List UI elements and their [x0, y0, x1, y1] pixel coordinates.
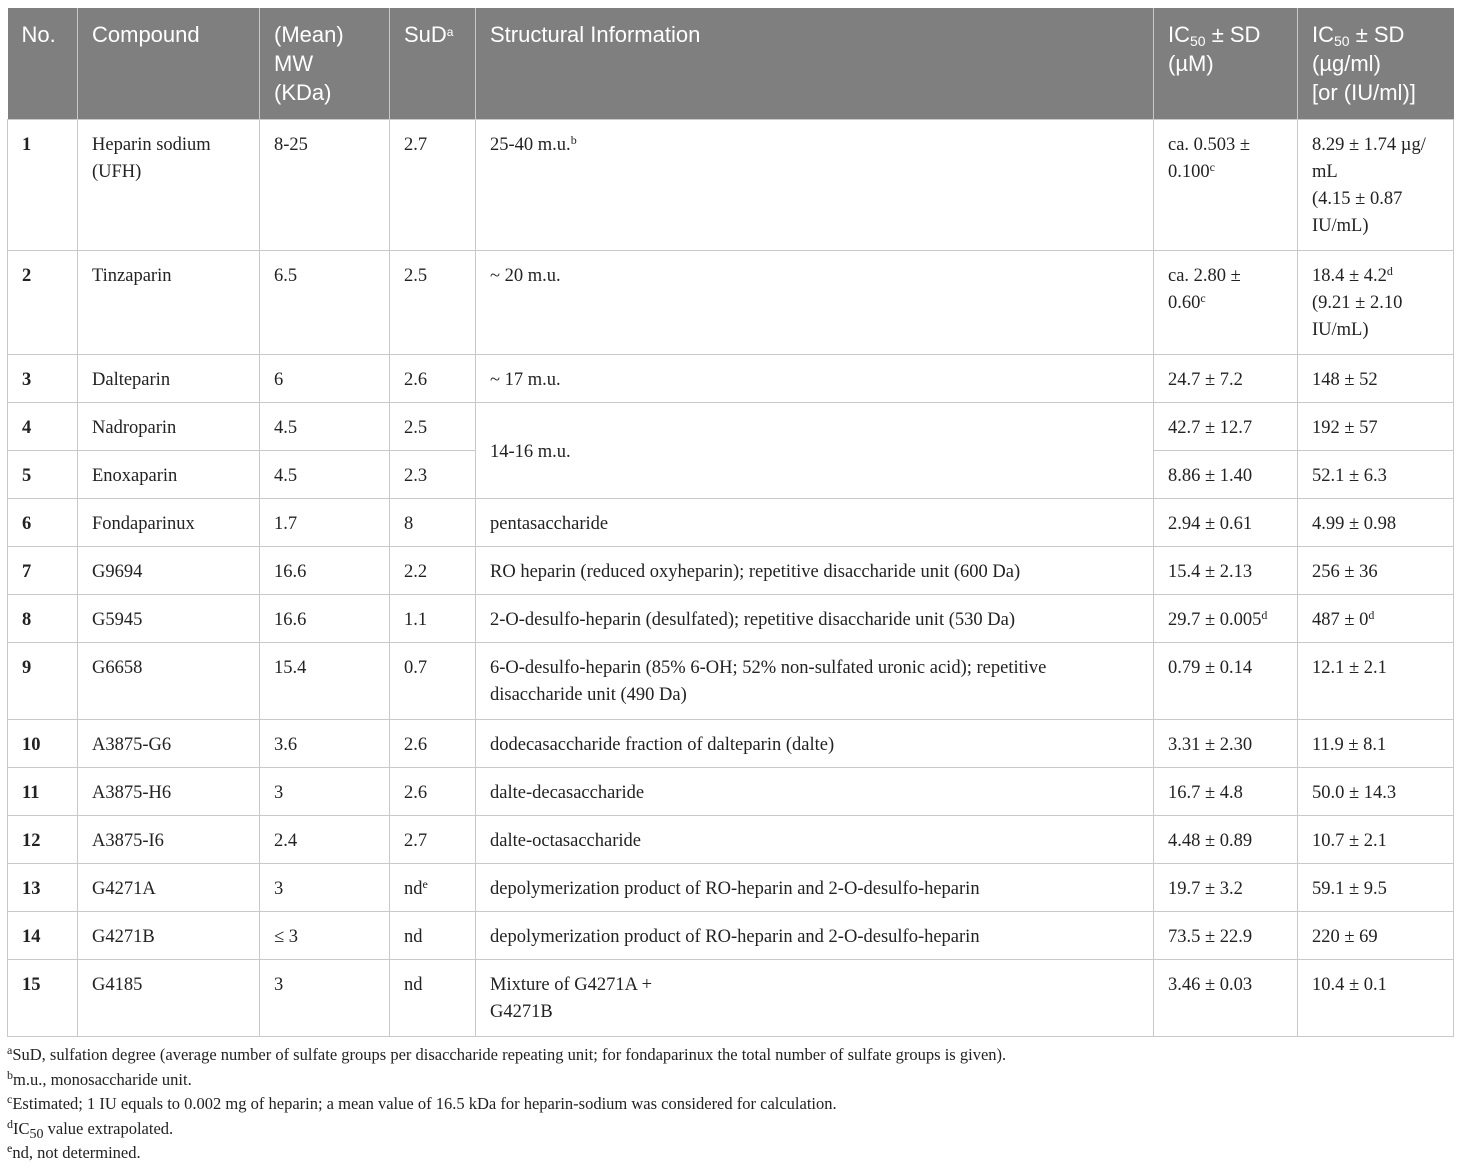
- cell-ic50-um: 8.86 ± 1.40: [1154, 451, 1298, 499]
- table-row: [8, 120, 1454, 251]
- cell-structural-information: 14-16 m.u.: [476, 403, 1154, 499]
- cell-no: 15: [8, 960, 78, 1037]
- cell-sud: 8: [390, 499, 476, 547]
- cell-structural-information: depolymerization product of RO-heparin and 2-O-desulfo-heparin: [476, 864, 1154, 912]
- cell-mw: 3: [260, 864, 390, 912]
- cell-compound: Tinzaparin: [78, 251, 260, 355]
- cell-compound: A3875-I6: [78, 816, 260, 864]
- cell-compound: G5945: [78, 595, 260, 643]
- header-structural-information: Structural Information: [476, 8, 1154, 120]
- cell-compound: G6658: [78, 643, 260, 720]
- cell-structural-information: dalte-decasaccharide: [476, 768, 1154, 816]
- cell-structural-information: depolymerization product of RO-heparin and 2-O-desulfo-heparin: [476, 912, 1154, 960]
- cell-no: 10: [8, 720, 78, 768]
- cell-no: 5: [8, 451, 78, 499]
- cell-ic50-ugml: 59.1 ± 9.5: [1298, 864, 1454, 912]
- cell-compound: A3875-G6: [78, 720, 260, 768]
- table-row: [8, 251, 1454, 355]
- cell-sud: 0.7: [390, 643, 476, 720]
- cell-mw: 1.7: [260, 499, 390, 547]
- cell-ic50-um: 15.4 ± 2.13: [1154, 547, 1298, 595]
- cell-compound: Fondaparinux: [78, 499, 260, 547]
- cell-no: 3: [8, 355, 78, 403]
- cell-structural-information: Mixture of G4271A + G4271B: [476, 960, 1154, 1037]
- table-row: [8, 499, 1454, 547]
- cell-structural-information: ~ 20 m.u.: [476, 251, 1154, 355]
- cell-sud: 2.5: [390, 403, 476, 451]
- cell-sud: 2.3: [390, 451, 476, 499]
- table-row: [8, 355, 1454, 403]
- cell-ic50-ugml: 256 ± 36: [1298, 547, 1454, 595]
- cell-ic50-um: 3.46 ± 0.03: [1154, 960, 1298, 1037]
- cell-no: 1: [8, 120, 78, 251]
- cell-sud: nd: [390, 912, 476, 960]
- cell-mw: 15.4: [260, 643, 390, 720]
- cell-mw: 3: [260, 960, 390, 1037]
- cell-structural-information: ~ 17 m.u.: [476, 355, 1154, 403]
- cell-sud: 2.7: [390, 120, 476, 251]
- cell-no: 11: [8, 768, 78, 816]
- header-sud: SuD$^a$: [390, 8, 476, 120]
- cell-mw: ≤ 3: [260, 912, 390, 960]
- cell-ic50-ugml: 11.9 ± 8.1: [1298, 720, 1454, 768]
- cell-no: 8: [8, 595, 78, 643]
- table-body: [8, 120, 1454, 1037]
- cell-compound: Heparin sodium (UFH): [78, 120, 260, 251]
- cell-ic50-ugml: 192 ± 57: [1298, 403, 1454, 451]
- cell-structural-information: dodecasaccharide fraction of dalteparin (dalte): [476, 720, 1154, 768]
- cell-ic50-um: 16.7 ± 4.8: [1154, 768, 1298, 816]
- footnote: $^a$SuD, sulfation degree (average number of sulfate groups per disaccharide repeating unit; for fondaparinux the total number of sulfate groups is given).: [7, 1043, 1007, 1064]
- cell-structural-information: dalte-octasaccharide: [476, 816, 1154, 864]
- cell-ic50-ugml: 12.1 ± 2.1: [1298, 643, 1454, 720]
- cell-sud: 2.5: [390, 251, 476, 355]
- table-row: [8, 720, 1454, 768]
- cell-no: 4: [8, 403, 78, 451]
- table-row: [8, 912, 1454, 960]
- cell-no: 6: [8, 499, 78, 547]
- cell-ic50-ugml: 8.29 ± 1.74 µg/ mL (4.15 ± 0.87 IU/mL): [1298, 120, 1454, 251]
- cell-compound: A3875-H6: [78, 768, 260, 816]
- footnote: $^e$nd, not determined.: [7, 1141, 141, 1162]
- cell-ic50-ugml: 148 ± 52: [1298, 355, 1454, 403]
- cell-mw: 4.5: [260, 403, 390, 451]
- cell-sud: 2.6: [390, 355, 476, 403]
- cell-ic50-um: 4.48 ± 0.89: [1154, 816, 1298, 864]
- cell-ic50-um: 29.7 ± 0.005$^d$: [1154, 595, 1298, 643]
- table-row: [8, 816, 1454, 864]
- header-compound: Compound: [78, 8, 260, 120]
- cell-mw: 16.6: [260, 595, 390, 643]
- cell-sud: 2.6: [390, 768, 476, 816]
- cell-ic50-um: 0.79 ± 0.14: [1154, 643, 1298, 720]
- cell-compound: G4185: [78, 960, 260, 1037]
- cell-sud: nd: [390, 960, 476, 1037]
- cell-ic50-ugml: 4.99 ± 0.98: [1298, 499, 1454, 547]
- cell-compound: G9694: [78, 547, 260, 595]
- cell-no: 14: [8, 912, 78, 960]
- cell-ic50-um: 2.94 ± 0.61: [1154, 499, 1298, 547]
- cell-mw: 4.5: [260, 451, 390, 499]
- cell-ic50-um: ca. 0.503 ± 0.100$^c$: [1154, 120, 1298, 251]
- cell-sud: 2.6: [390, 720, 476, 768]
- cell-no: 13: [8, 864, 78, 912]
- footnote: $^dIC_{50}$ value extrapolated.: [7, 1116, 174, 1142]
- header-mw: (Mean) MW (KDa): [260, 8, 390, 120]
- cell-structural-information: RO heparin (reduced oxyheparin); repetitive disaccharide unit (600 Da): [476, 547, 1154, 595]
- cell-mw: 6.5: [260, 251, 390, 355]
- compound-table: [7, 8, 1454, 1037]
- table-row: [8, 403, 1454, 451]
- table-row: [8, 960, 1454, 1037]
- cell-ic50-ugml: 220 ± 69: [1298, 912, 1454, 960]
- cell-no: 9: [8, 643, 78, 720]
- cell-sud: $nd^e$: [390, 864, 476, 912]
- cell-ic50-ugml: 10.7 ± 2.1: [1298, 816, 1454, 864]
- cell-compound: Nadroparin: [78, 403, 260, 451]
- header-no: No.: [8, 8, 78, 120]
- cell-structural-information: 2-O-desulfo-heparin (desulfated); repetitive disaccharide unit (530 Da): [476, 595, 1154, 643]
- cell-mw: 6: [260, 355, 390, 403]
- cell-ic50-ugml: 18.4 ± 4.2$^d$ (9.21 ± 2.10 IU/mL): [1298, 251, 1454, 355]
- cell-ic50-ugml: 50.0 ± 14.3: [1298, 768, 1454, 816]
- cell-ic50-ugml: $487 \pm 0^d$: [1298, 595, 1454, 643]
- cell-structural-information: 25-40 m.u.$^b$: [476, 120, 1154, 251]
- cell-mw: 8-25: [260, 120, 390, 251]
- cell-mw: 2.4: [260, 816, 390, 864]
- cell-compound: Dalteparin: [78, 355, 260, 403]
- cell-sud: 1.1: [390, 595, 476, 643]
- cell-structural-information: 6-O-desulfo-heparin (85% 6-OH; 52% non-sulfated uronic acid); repetitive disaccharide unit (490 Da): [476, 643, 1154, 720]
- cell-ic50-um: 19.7 ± 3.2: [1154, 864, 1298, 912]
- cell-no: 12: [8, 816, 78, 864]
- table-row: [8, 643, 1454, 720]
- cell-mw: 3: [260, 768, 390, 816]
- cell-mw: 16.6: [260, 547, 390, 595]
- cell-compound: Enoxaparin: [78, 451, 260, 499]
- cell-no: 7: [8, 547, 78, 595]
- footnote: $^b$m.u., monosaccharide unit.: [7, 1067, 192, 1089]
- footnote: $^c$Estimated; 1 IU equals to 0.002 mg of heparin; a mean value of 16.5 kDa for heparin-sodium was considered for calculation.: [7, 1092, 837, 1113]
- cell-ic50-um: 42.7 ± 12.7: [1154, 403, 1298, 451]
- cell-sud: 2.2: [390, 547, 476, 595]
- table-footnotes: [7, 1043, 1453, 1166]
- cell-compound: G4271A: [78, 864, 260, 912]
- cell-ic50-um: ca. 2.80 ± 0.60$^c$: [1154, 251, 1298, 355]
- cell-ic50-ugml: 10.4 ± 0.1: [1298, 960, 1454, 1037]
- table-row: [8, 768, 1454, 816]
- header-ic50-ugml: $IC_{50}$ ± SD (µg/ml) [or (IU/ml)]: [1298, 8, 1454, 120]
- table-container: [7, 8, 1453, 1166]
- header-row: [8, 8, 1454, 120]
- cell-ic50-um: 73.5 ± 22.9: [1154, 912, 1298, 960]
- cell-mw: 3.6: [260, 720, 390, 768]
- cell-ic50-um: 3.31 ± 2.30: [1154, 720, 1298, 768]
- cell-sud: 2.7: [390, 816, 476, 864]
- cell-no: 2: [8, 251, 78, 355]
- table-row: [8, 595, 1454, 643]
- header-ic50-um: $IC_{50}$ ± SD (µM): [1154, 8, 1298, 120]
- cell-compound: G4271B: [78, 912, 260, 960]
- table-row: [8, 864, 1454, 912]
- cell-ic50-um: 24.7 ± 7.2: [1154, 355, 1298, 403]
- cell-structural-information: pentasaccharide: [476, 499, 1154, 547]
- table-row: [8, 547, 1454, 595]
- cell-ic50-ugml: 52.1 ± 6.3: [1298, 451, 1454, 499]
